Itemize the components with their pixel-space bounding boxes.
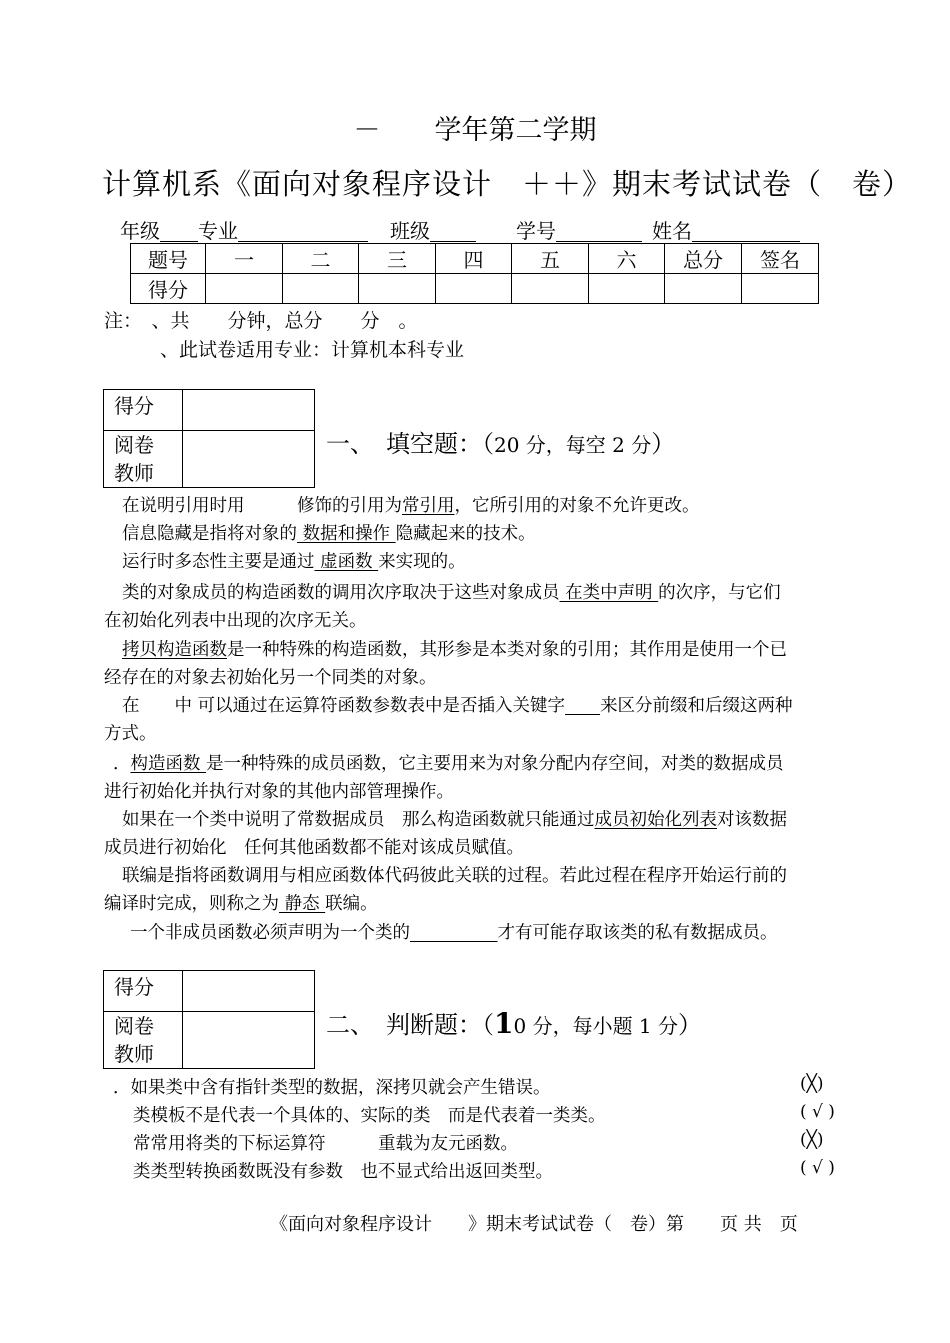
grader-score-cell	[183, 971, 315, 1012]
header-cell: 六	[589, 244, 665, 274]
fill-in-line	[104, 607, 367, 632]
fill-in-line	[104, 834, 524, 859]
answer-underlined: 构造函数	[130, 754, 207, 774]
score-table-header-row	[131, 244, 819, 274]
question-text: 在 中 可以通过在运算符函数参数表中是否插入关键字	[122, 696, 566, 716]
name-label: 姓名	[652, 219, 692, 243]
exam-paper-title: 计算机系《面向对象程序设计 ＋＋》期末考试试卷（ 卷）	[102, 167, 913, 201]
class-blank	[430, 221, 476, 242]
name-blank	[692, 221, 800, 242]
section2-title: 二、 判断题：（10 分，每小题 1 分）	[326, 1007, 703, 1040]
answer-mark: ( √ )	[800, 1158, 835, 1178]
question-text: 来实现的。	[378, 552, 466, 572]
section1-title: 一、 填空题：（20 分，每空 2 分）	[326, 430, 676, 458]
answer-underlined	[410, 923, 498, 943]
question-text: 联编是指将函数调用与相应函数体代码彼此关联的过程。若此过程在程序开始运行前的	[122, 866, 787, 886]
fill-in-line	[122, 548, 466, 573]
score-cell	[512, 274, 589, 304]
grader-teacher-label: 阅卷 教师	[104, 431, 183, 488]
question-text: 是一种特殊的成员函数，它主要用来为对象分配内存空间，对类的数据成员	[206, 754, 784, 774]
page-footer: 《面向对象程序设计 》期末考试试卷（ 卷）第 页 共 页	[270, 1214, 798, 1235]
score-cell	[589, 274, 665, 304]
question-text: 来区分前缀和后缀这两种	[600, 696, 793, 716]
class-label: 班级	[390, 219, 430, 243]
true-false-question: 类类型转换函数既没有参数 也不显式给出返回类型。	[133, 1162, 553, 1182]
exam-note-duration: 注： 、共 分钟，总分 分 。	[104, 310, 418, 332]
question-text: 编译时完成，则称之为	[104, 894, 279, 914]
question-text: 在说明引用时用 修饰的引用为	[122, 496, 402, 516]
fill-in-line	[104, 890, 378, 915]
score-cell	[665, 274, 742, 304]
student-id-blank	[556, 221, 642, 242]
question-text: 类的对象成员的构造函数的调用次序取决于这些对象成员	[122, 583, 560, 603]
grade-blank	[160, 221, 198, 242]
grader-teacher-cell	[183, 1012, 315, 1069]
fill-in-line	[122, 636, 787, 661]
exam-note-applicable-major: 、此试卷适用专业：计算机本科专业	[160, 339, 465, 361]
header-cell: 题号	[131, 244, 206, 274]
header-cell: 三	[359, 244, 436, 274]
fill-in-line	[130, 919, 778, 944]
score-cell	[436, 274, 512, 304]
true-false-question: ．如果类中含有指针类型的数据，深拷贝就会产生错误。	[113, 1078, 551, 1098]
header-cell: 二	[283, 244, 359, 274]
fill-in-line	[122, 862, 787, 887]
question-text: 成员进行初始化 任何其他函数都不能对该成员赋值。	[104, 838, 524, 858]
fill-in-line	[122, 579, 781, 604]
score-cell	[359, 274, 436, 304]
grader-teacher-cell	[183, 431, 315, 488]
answer-underlined: 常引用	[402, 496, 455, 516]
major-blank	[238, 221, 368, 242]
fill-in-line	[122, 692, 793, 717]
score-cell	[206, 274, 283, 304]
question-text: 的次序，与它们	[658, 583, 781, 603]
score-cell	[283, 274, 359, 304]
question-text: 隐藏起来的技术。	[395, 524, 536, 544]
question-text: ，它所引用的对象不允许更改。	[454, 496, 700, 516]
question-text: 经存在的对象去初始化另一个同类的对象。	[104, 668, 437, 688]
answer-underlined: 拷贝构造函数	[122, 640, 227, 660]
header-cell: 一	[206, 244, 283, 274]
question-text: 运行时多态性主要是通过	[122, 552, 315, 572]
answer-mark: (╳)	[800, 1130, 824, 1150]
answer-underlined: 在类中声明	[559, 583, 659, 603]
grader-teacher-label: 阅卷 教师	[104, 1012, 183, 1069]
question-text: 在初始化列表中出现的次序无关。	[104, 611, 367, 631]
question-text: 对该数据	[717, 810, 787, 830]
student-info-line	[120, 215, 800, 244]
question-text: 信息隐藏是指将对象的	[122, 524, 297, 544]
grade-label: 年级	[120, 219, 160, 243]
score-cell	[742, 274, 819, 304]
exam-term-title: － 学年第二学期	[353, 115, 597, 146]
student-id-label: 学号	[516, 219, 556, 243]
question-text: 才有可能存取该类的私有数据成员。	[497, 923, 778, 943]
header-cell: 签名	[742, 244, 819, 274]
question-text: 是一种特殊的构造函数，其形参是本类对象的引用；其作用是使用一个已	[227, 640, 787, 660]
header-cell: 四	[436, 244, 512, 274]
grader-score-label: 得分	[104, 971, 183, 1012]
question-text: 联编。	[325, 894, 378, 914]
fill-in-line	[122, 492, 700, 517]
answer-underlined: 虚函数	[314, 552, 379, 572]
fill-in-line	[122, 520, 536, 545]
question-text: 进行初始化并执行对象的其他内部管理操作。	[104, 782, 454, 802]
fill-in-line	[104, 664, 437, 689]
fill-in-line	[104, 778, 454, 803]
grader-box-section1	[103, 389, 315, 488]
question-text: 如果在一个类中说明了常数据成员 那么构造函数就只能通过	[122, 810, 595, 830]
answer-underlined: 静态	[279, 894, 326, 914]
fill-in-line	[104, 720, 157, 745]
header-cell: 总分	[665, 244, 742, 274]
answer-underlined: 成员初始化列表	[594, 810, 717, 830]
answer-mark: ( √ )	[800, 1102, 835, 1122]
score-table	[130, 243, 819, 304]
true-false-question: 类模板不是代表一个具体的、实际的类 而是代表着一类类。	[133, 1106, 606, 1126]
grader-score-cell	[183, 390, 315, 431]
question-text: 方式。	[104, 724, 157, 744]
grader-score-label: 得分	[104, 390, 183, 431]
section1-points: 20 分，每空 2 分	[494, 433, 652, 457]
row-label-cell: 得分	[131, 274, 206, 304]
question-text: ．	[113, 754, 131, 774]
answer-underlined	[565, 696, 600, 716]
answer-underlined: 数据和操作	[297, 524, 396, 544]
section2-points: 0 分，每小题 1 分	[513, 1014, 679, 1038]
grader-box-section2	[103, 970, 315, 1069]
header-cell: 五	[512, 244, 589, 274]
score-table-score-row	[131, 274, 819, 304]
true-false-question: 常常用将类的下标运算符 重载为友元函数。	[133, 1134, 518, 1154]
major-label: 专业	[198, 219, 238, 243]
question-text: 一个非成员函数必须声明为一个类的	[130, 923, 410, 943]
fill-in-line	[113, 750, 784, 775]
fill-in-line	[122, 806, 787, 831]
answer-mark: (╳)	[800, 1074, 824, 1094]
